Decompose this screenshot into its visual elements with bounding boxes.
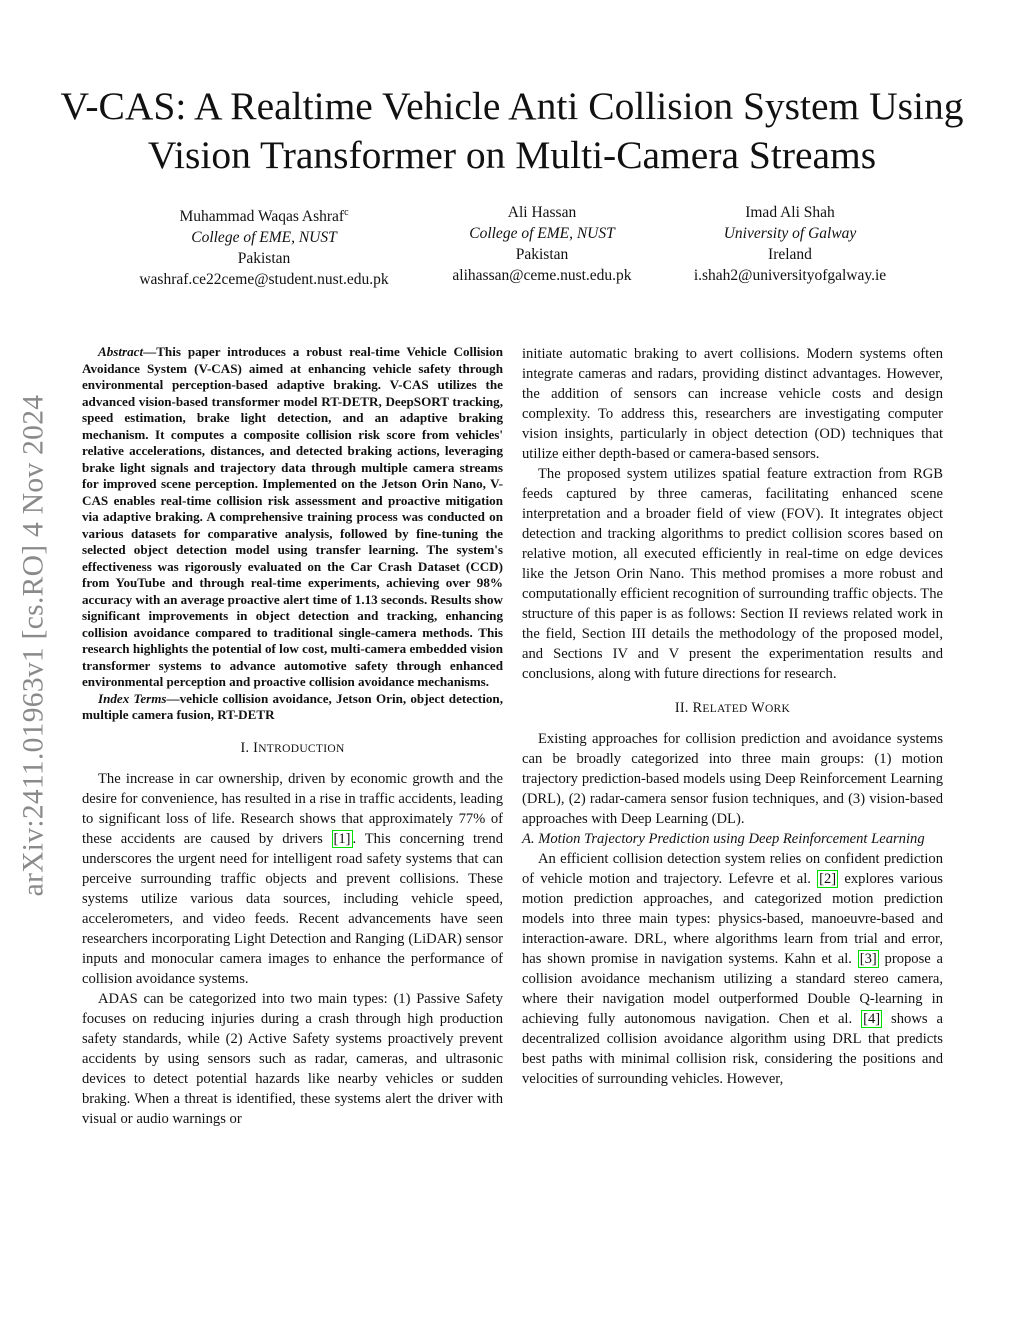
index-terms xyxy=(82,691,503,724)
intro-paragraph-2: ADAS can be categorized into two main types: (1) Passive Safety focuses on reducing injuries during a crash through high production safety standards, while (2) Active Safety systems proactively prevent accidents by using sensors such as radar, cameras, and ultrasonic devices to detect potential hazards like nearby vehicles or sudden braking. When a threat is identified, these systems alert the driver with visual or audio warnings or xyxy=(82,990,503,1127)
citation-link[interactable]: [3] xyxy=(859,951,877,967)
author-affiliation: College of EME, NUST xyxy=(191,229,337,246)
section-heading-related-work: II. RELATED WORK xyxy=(674,700,791,716)
intro-paragraph-3: The proposed system utilizes spatial feature extraction from RGB feeds captured by three cameras, facilitating enhanced scene interpretation and a broader field of view (FOV). It integrates object detection and tracking algorithms to predict collision scores based on relative motion, all executed efficiently in real-time on edge devices like the Jetson Orin Nano. This method promises a more robust and computationally efficient recognition of surrounding traffic objects. The structure of this paper is as follows: Section II reviews related work in the field, Section III details the methodology of the proposed model, and Sections IV and V present the experimentation results and conclusions, along with future directions for research. xyxy=(522,466,943,682)
author-superscript: c xyxy=(344,207,349,218)
intro-paragraph-continued: initiate automatic braking to avert collisions. Modern systems often integrate cameras and radars, providing distinct advantages. However, the addition of sensors can increase vehicle costs and design complexity. To address this, researchers are investigating computer vision insights, particularly in object detection (OD) techniques that utilize either depth-based or camera-based sensors. xyxy=(522,346,943,462)
author-2 xyxy=(437,202,647,286)
author-country: Ireland xyxy=(768,246,812,263)
author-1 xyxy=(128,202,400,290)
author-country: Pakistan xyxy=(237,250,291,267)
author-3 xyxy=(680,202,900,286)
right-column xyxy=(522,344,943,1089)
paper-title: V-CAS: A Realtime Vehicle Anti Collision System Using Vision Transformer on Multi-Camera Streams xyxy=(60,84,964,177)
intro-paragraph-1: The increase in car ownership, driven by economic growth and the desire for convenience, has resulted in a rise in traffic accidents, leading to significant loss of life. Research shows that approximately 77% of these accidents are caused by drivers [1] . This concerning trend underscores the urgent need for intelligent road safety systems that can perceive surrounding traffic objects and prevent collisions. These systems utilize various data sources, including vehicle speed, accelerometers, and video feeds. Recent advancements have seen researchers incorporating Light Detection and Ranging (LiDAR) sensor inputs and monocular camera images to enhance the performance of collision avoidance systems. xyxy=(82,770,503,987)
author-email[interactable]: alihassan@ceme.nust.edu.pk xyxy=(452,267,632,284)
abstract-text: —This paper introduces a robust real-time Vehicle Collision Avoidance System (V-CAS) aimed at enhancing vehicle safety through environmental perception-based adaptive braking. V-CAS utilizes the advanced vision-based transformer model RT-DETR, DeepSORT tracking, speed estimation, brake light detection, and an adaptive braking mechanism. It computes a composite collision risk score from vehicles' relative accelerations, distances, and detected braking actions, leveraging brake light signals and trajectory data through multiple camera streams for improved scene perception. Implemented on the Jetson Orin Nano, V-CAS enables real-time collision risk assessment and proactive mitigation via adaptive braking. A comprehensive training process was conducted on various datasets for comparative analysis, followed by fine-tuning the selected object detection model using transfer learning. The system's effectiveness was rigorously evaluated on the Car Crash Dataset (CCD) from YouTube and through real-time experiments, achieving over 98% accuracy with an average proactive alert time of 1.13 seconds. Results show significant improvements in object detection and tracking, enhancing collision avoidance compared to traditional single-camera methods. This research highlights the potential of low cost, multi-camera embedded vision transformer systems to advance automotive safety through enhanced environmental perception and proactive collision avoidance mechanisms. xyxy=(82,344,503,689)
author-name: Ali Hassan xyxy=(507,204,577,221)
related-paragraph-1: Existing approaches for collision prediction and avoidance systems can be broadly categorized into three main groups: (1) motion trajectory prediction-based models using Deep Reinforcement Learning (DRL), (2) radar-camera sensor fusion techniques, and (3) vision-based approaches with Deep Learning (DL). xyxy=(522,731,943,827)
author-affiliation: College of EME, NUST xyxy=(469,225,615,242)
section-heading-introduction: I. INTRODUCTION xyxy=(240,739,345,756)
citation-link[interactable]: [1] xyxy=(333,830,351,847)
author-email[interactable]: washraf.ce22ceme@student.nust.edu.pk xyxy=(139,271,389,288)
author-country: Pakistan xyxy=(515,246,569,263)
related-paragraph-2: An efficient collision detection system relies on confident prediction of vehicle motion and trajectory. Lefevre et al. [2] explores various motion prediction approaches, and categorized motion prediction models into three main types: physics-based, manoeuvre-based and interaction-aware. DRL, where algorithms learn from trial and error, has shown promise in navigation systems. Kahn et al. [3] propose a collision avoidance mechanism utilizing a standard stereo camera, where their navigation model outperformed Double Q-learning in achieving fully autonomous navigation. Chen et al. [4] shows a decentralized collision avoidance algorithm using DRL that predicts best paths with minimal collision risk, considering the positions and velocities of surrounding vehicles. However, xyxy=(522,851,944,1087)
author-email[interactable]: i.shah2@universityofgalway.ie xyxy=(693,267,887,284)
author-name: Imad Ali Shah xyxy=(745,204,835,221)
abstract xyxy=(82,344,503,691)
author-affiliation: University of Galway xyxy=(723,225,857,242)
citation-link[interactable]: [2] xyxy=(819,871,837,887)
citation-link[interactable]: [4] xyxy=(863,1011,881,1027)
index-terms-label: Index Terms xyxy=(98,690,167,706)
author-name: Muhammad Waqas Ashraf xyxy=(179,208,345,225)
index-terms-text: —vehicle collision avoidance, Jetson Orin, object detection, multiple camera fusion, RT-DETR xyxy=(82,690,503,722)
subsection-heading-a: A. Motion Trajectory Prediction using Deep Reinforcement Learning xyxy=(522,831,925,847)
abstract-label: Abstract xyxy=(98,344,144,359)
left-column xyxy=(82,344,503,1129)
arxiv-stamp: arXiv:2411.01963v1 [cs.RO] 4 Nov 2024 xyxy=(17,394,49,896)
